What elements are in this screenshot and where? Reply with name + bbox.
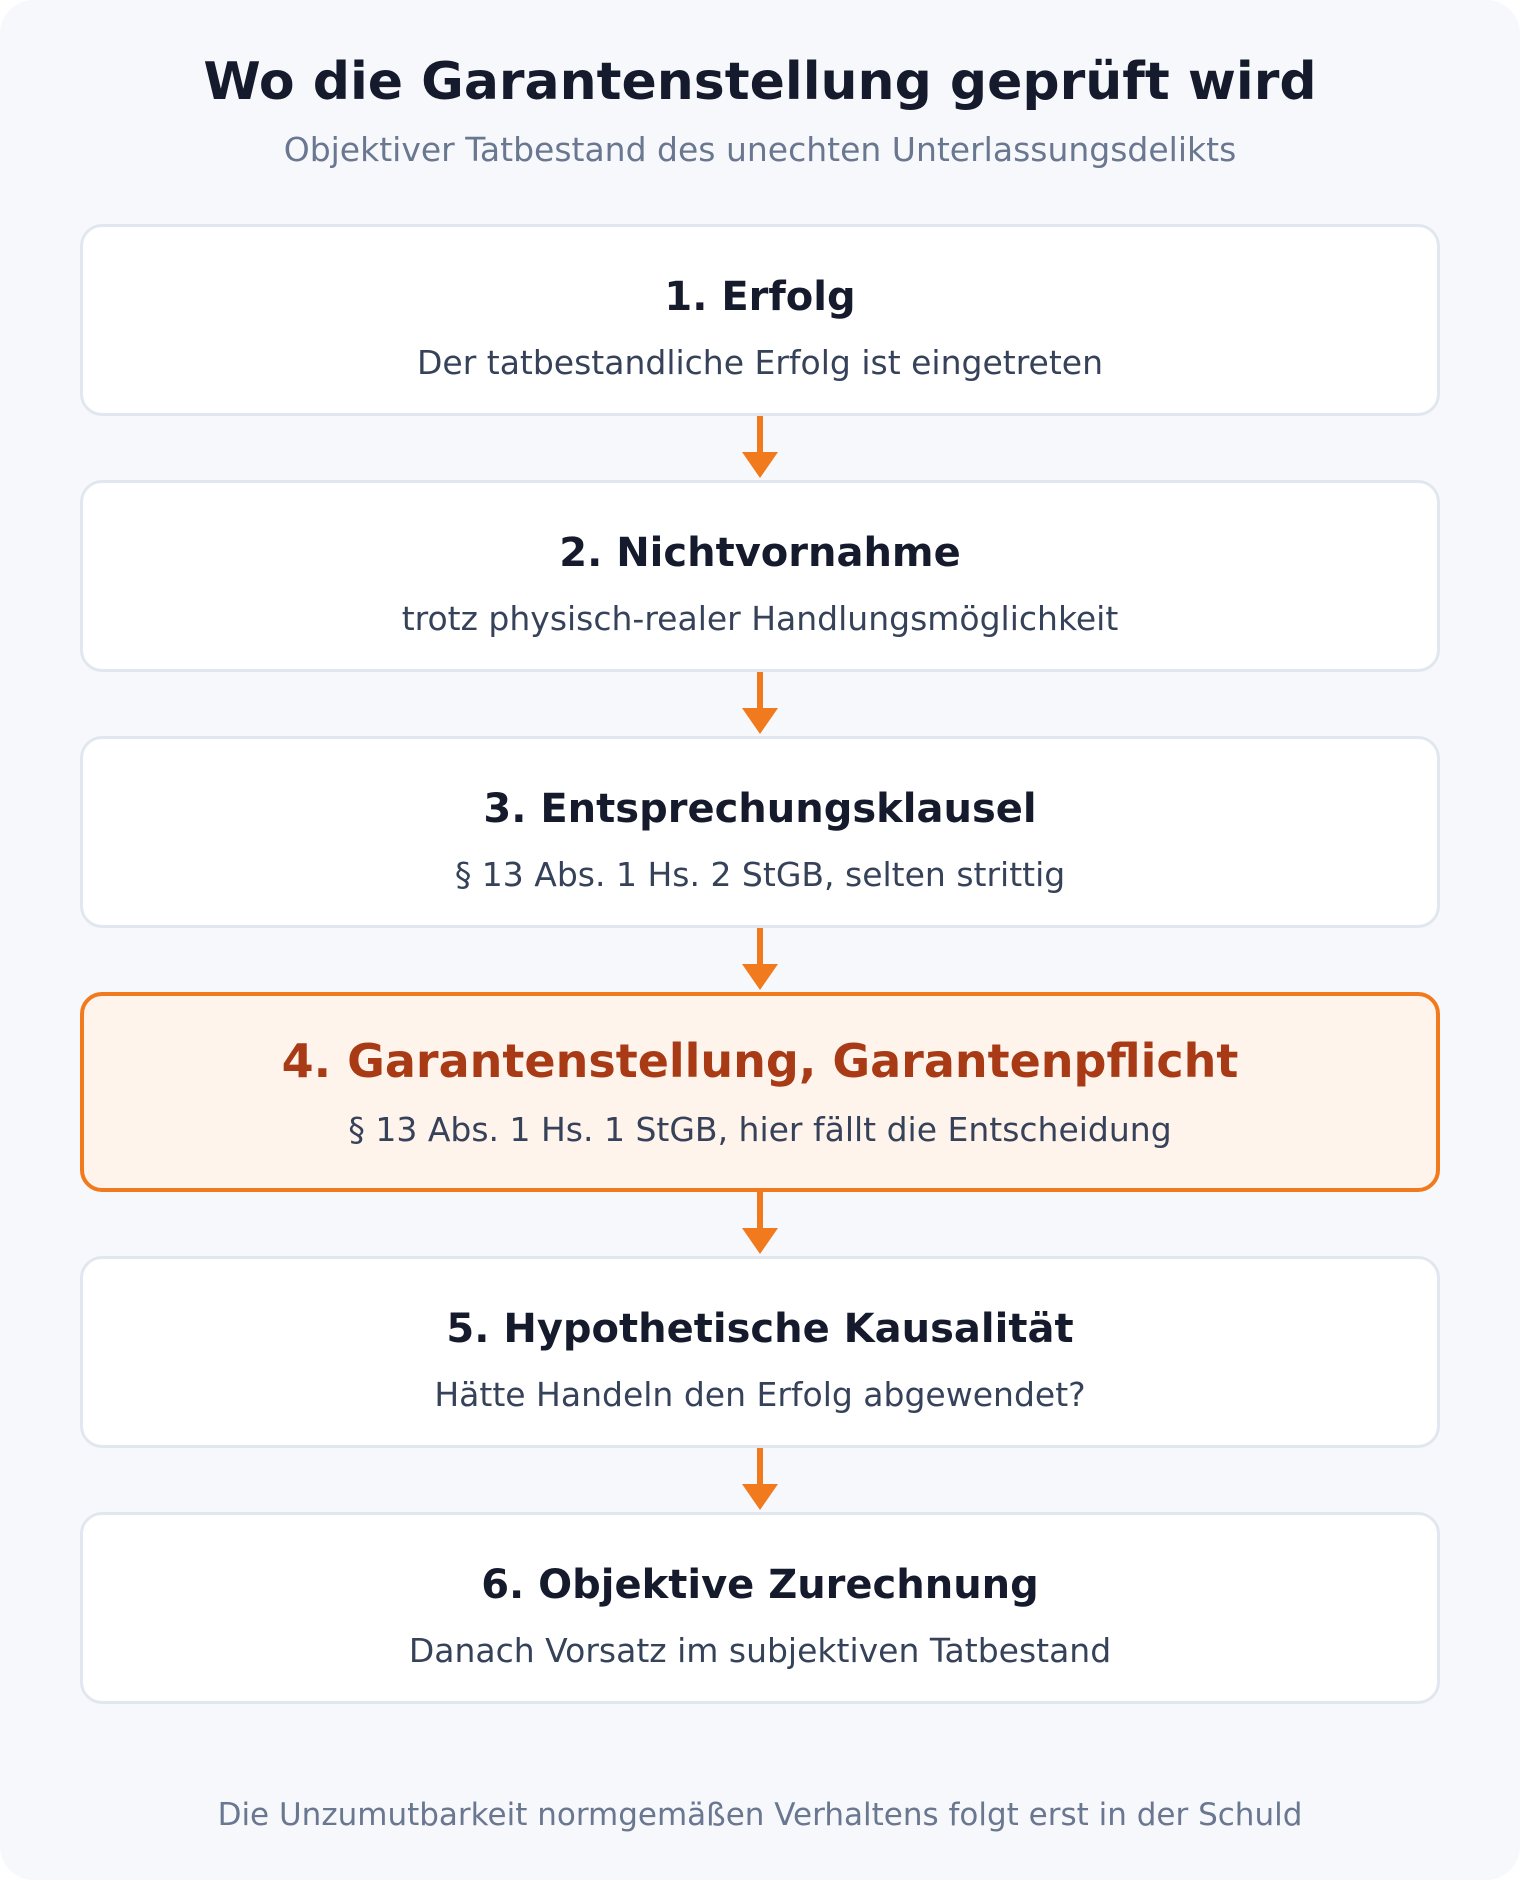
step-title: 1. Erfolg <box>664 274 856 320</box>
arrow-down-icon <box>742 672 778 734</box>
step-title: 6. Objektive Zurechnung <box>481 1562 1039 1608</box>
step-description: Der tatbestandliche Erfolg ist eingetreten <box>416 343 1104 382</box>
step-card-entsprechungsklausel <box>80 736 1440 928</box>
arrow-down-icon <box>742 928 778 990</box>
arrow-down-icon <box>742 1448 778 1510</box>
step-description: § 13 Abs. 1 Hs. 2 StGB, selten strittig <box>454 855 1066 894</box>
step-description: Danach Vorsatz im subjektiven Tatbestand <box>408 1631 1112 1670</box>
diagram-title: Wo die Garantenstellung geprüft wird <box>203 52 1317 112</box>
footnote: Die Unzumutbarkeit normgemäßen Verhaltens folgt erst in der Schuld <box>217 1797 1303 1833</box>
step-card-garantenstellung-highlighted <box>80 992 1440 1192</box>
step-card-objektive-zurechnung <box>80 1512 1440 1704</box>
step-card-erfolg <box>80 224 1440 416</box>
step-title: 4. Garantenstellung, Garantenpflicht <box>281 1034 1239 1088</box>
step-title: 5. Hypothetische Kausalität <box>446 1306 1074 1352</box>
arrow-down-icon <box>742 416 778 478</box>
step-card-hypothetische-kausalitaet <box>80 1256 1440 1448</box>
step-description: Hätte Handeln den Erfolg abgewendet? <box>434 1375 1086 1414</box>
step-title: 2. Nichtvornahme <box>559 530 961 576</box>
step-description: trotz physisch-realer Handlungsmöglichkeit <box>401 599 1119 638</box>
step-description: § 13 Abs. 1 Hs. 1 StGB, hier fällt die Entscheidung <box>348 1110 1172 1149</box>
diagram-subtitle: Objektiver Tatbestand des unechten Unterlassungsdelikts <box>283 130 1237 169</box>
step-title: 3. Entsprechungsklausel <box>483 786 1037 832</box>
arrow-down-icon <box>742 1192 778 1254</box>
step-card-nichtvornahme <box>80 480 1440 672</box>
